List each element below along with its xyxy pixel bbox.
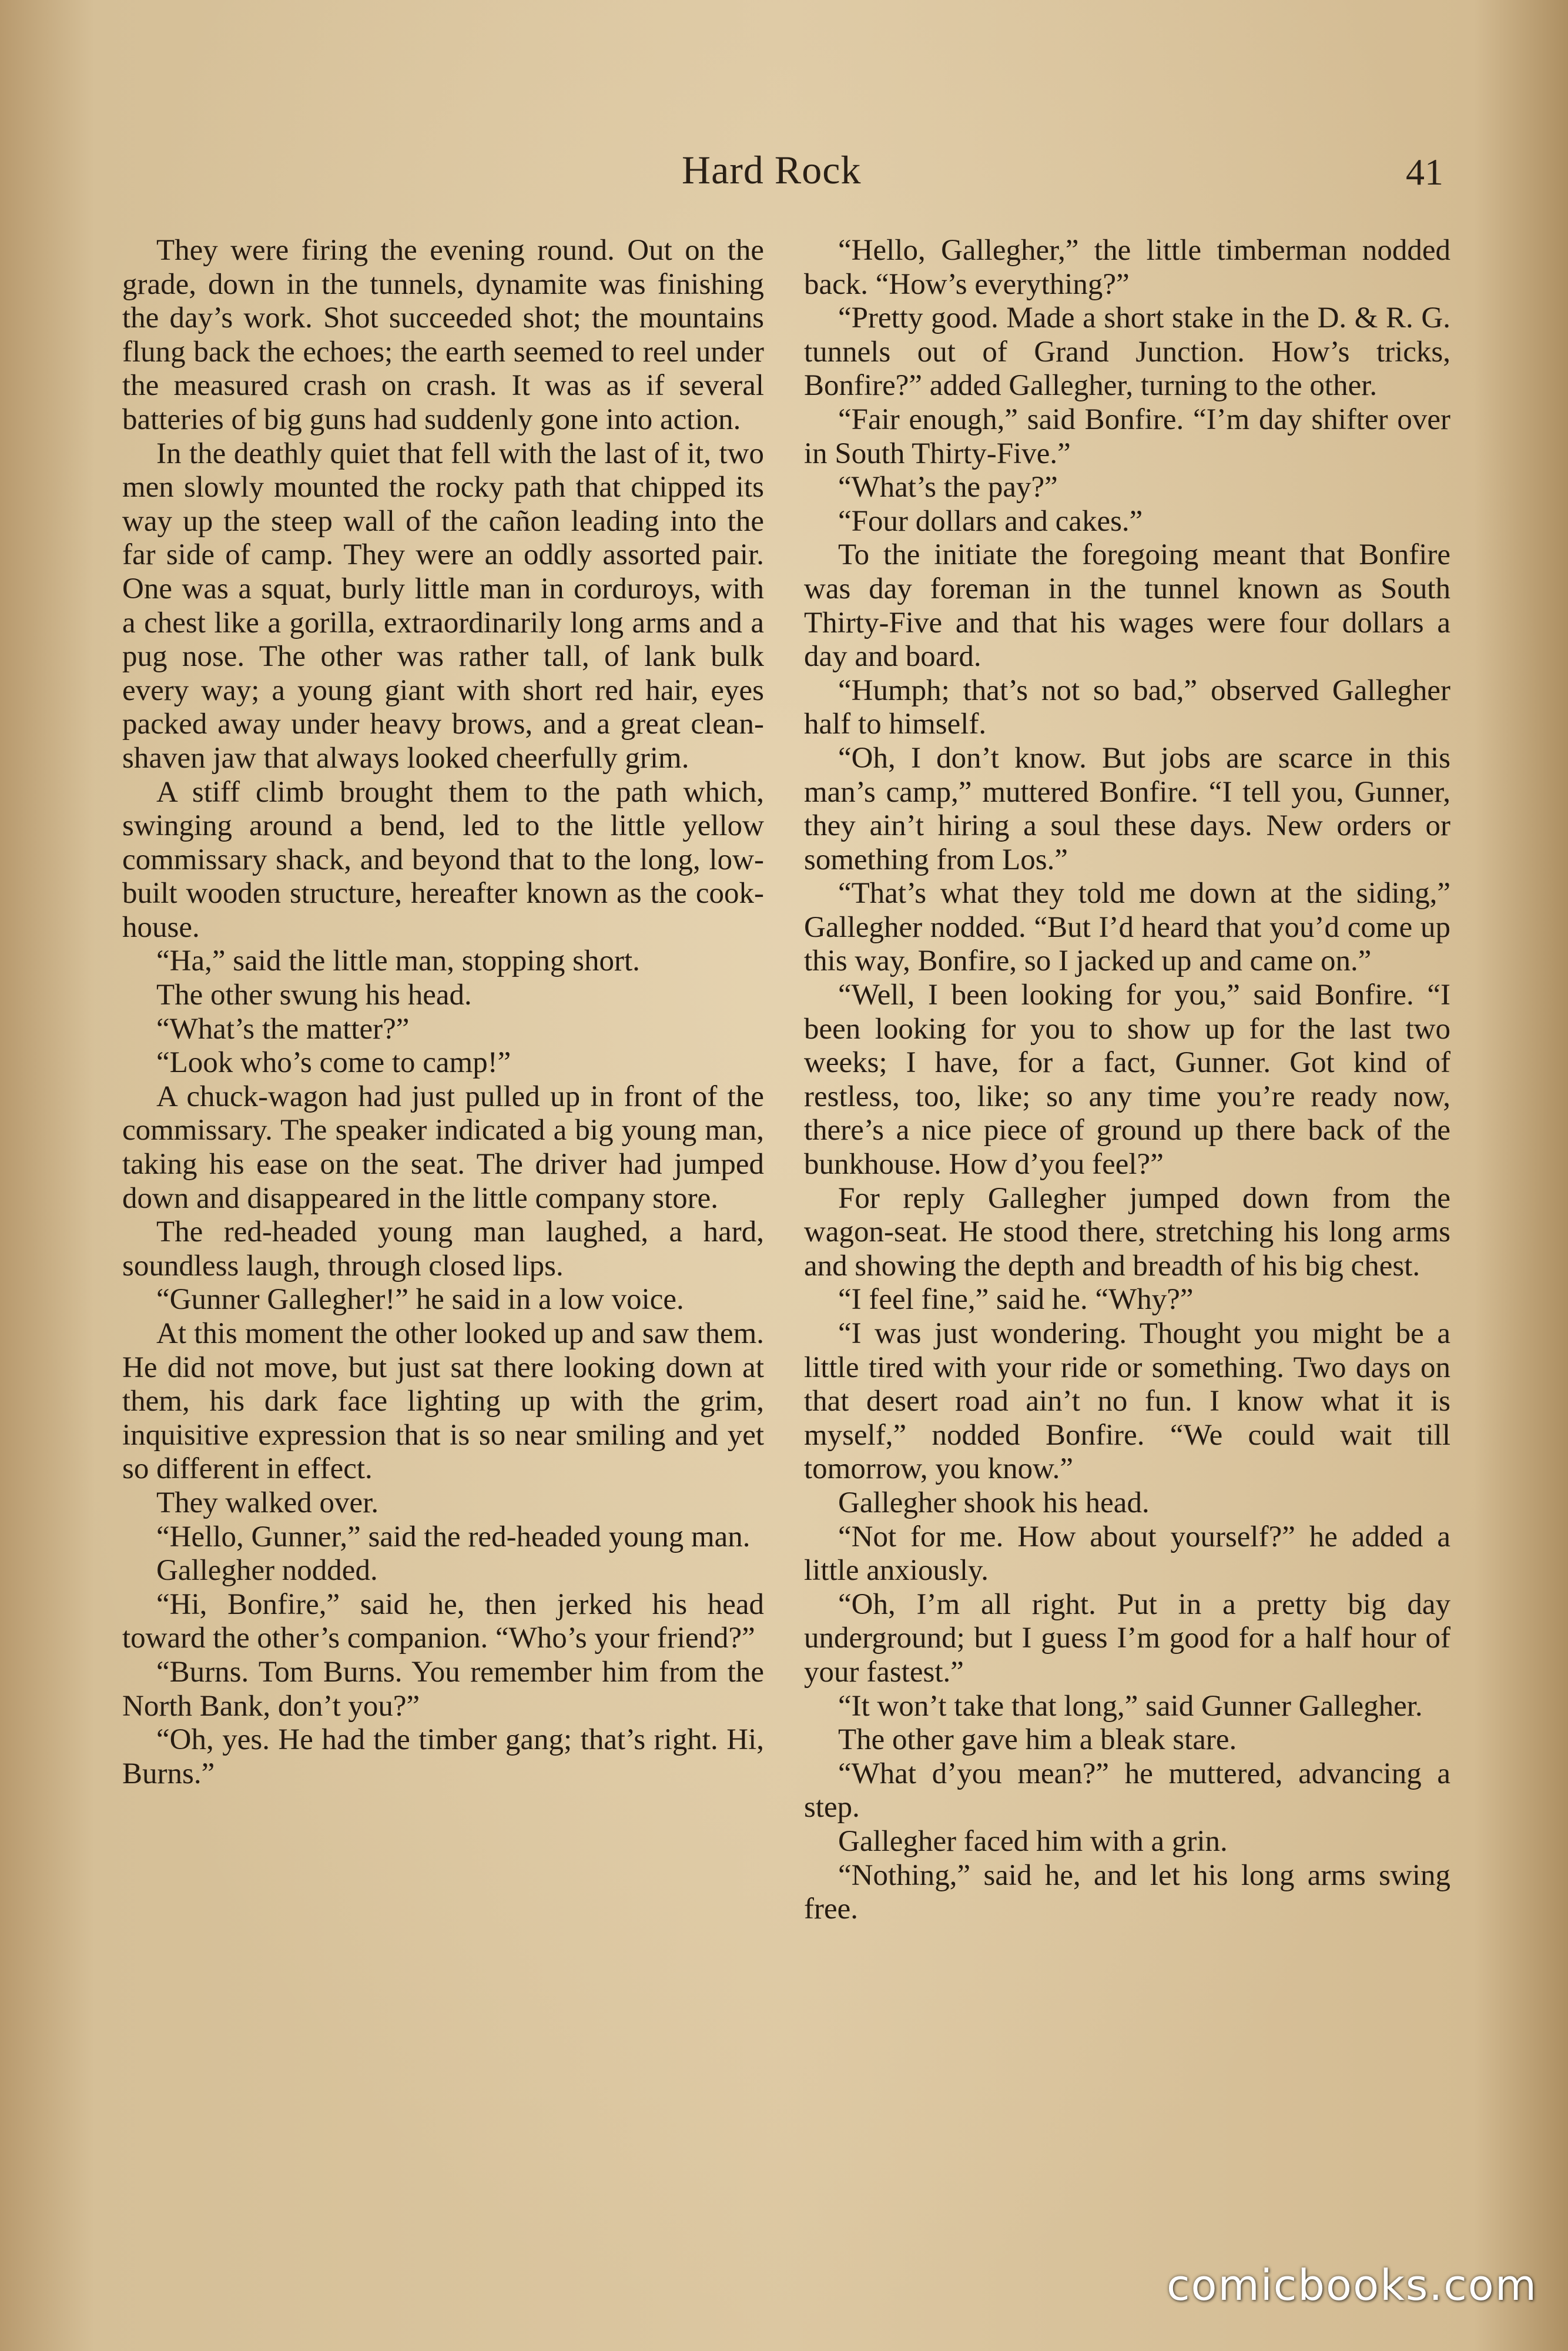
paragraph: “Humph; that’s not so bad,” observed Gallegher half to himself. xyxy=(804,674,1450,741)
paragraph: “I feel fine,” said he. “Why?” xyxy=(838,1283,1194,1317)
paragraph: “Burns. Tom Burns. You remember him from the North Bank, don’t you?” xyxy=(122,1655,764,1723)
paragraph: “Four dollars and cakes.” xyxy=(838,504,1143,538)
paragraph: “What’s the pay?” xyxy=(838,471,1058,504)
paragraph: For reply Gallegher jumped down from the wagon-seat. He stood there, stretching his long arms and showing the depth and breadth of his big chest. xyxy=(804,1181,1450,1282)
paragraph: “Nothing,” said he, and let his long arms swing free. xyxy=(804,1858,1450,1926)
paragraph: A stiff climb brought them to the path which, swinging around a bend, led to the little yellow commissary shack, and beyond that to the long, low-built wooden structure, hereafter known as the cook-house. xyxy=(122,775,764,944)
watermark: comicbooks.com xyxy=(1166,2260,1537,2310)
paragraph: “Oh, yes. He had the timber gang; that’s right. Hi, Burns.” xyxy=(122,1723,764,1790)
paragraph: “That’s what they told me down at the siding,” Gallegher nodded. “But I’d heard that you’d come up this way, Bonfire, so I jacked up and came on.” xyxy=(804,877,1450,978)
paragraph: “Not for me. How about yourself?” he added a little anxiously. xyxy=(804,1520,1450,1588)
paragraph: They walked over. xyxy=(156,1486,379,1519)
running-title: Hard Rock xyxy=(682,148,862,192)
paragraph: Gallegher nodded. xyxy=(156,1554,378,1588)
text-column-right xyxy=(804,234,1450,1927)
paragraph: Gallegher shook his head. xyxy=(838,1486,1150,1519)
paragraph: “Gunner Gallegher!” he said in a low voice. xyxy=(156,1283,684,1317)
paragraph: In the deathly quiet that fell with the last of it, two men slowly mounted the rocky path that chipped its way up the steep wall of the cañon leading into the far side of camp. They were an oddly assorted pair. One was a squat, burly little man in corduroys, with a chest like a gorilla, extraordinarily long arms and a pug nose. The other was rather tall, of lank bulk every way; a young giant with short red hair, eyes packed away under heavy brows, and a great clean-shaven jaw that always looked cheerfully grim. xyxy=(122,437,764,775)
paragraph: “Pretty good. Made a short stake in the D. & R. G. tunnels out of Grand Junction. How’s tricks, Bonfire?” added Gallegher, turning to the other. xyxy=(804,302,1450,403)
paragraph: “Ha,” said the little man, stopping short. xyxy=(156,945,640,978)
paragraph: “Oh, I don’t know. But jobs are scarce in this man’s camp,” muttered Bonfire. “I tell you, Gunner, they ain’t hiring a soul these days. New orders or something from Los.” xyxy=(804,741,1450,876)
page-number: 41 xyxy=(1406,151,1443,193)
paragraph: “Well, I been looking for you,” said Bonfire. “I been looking for you to show up for the last two weeks; I have, for a fact, Gunner. Got kind of restless, too, like; so any time you’re ready now, there’s a nice piece of ground up there back of the bunkhouse. How d’you feel?” xyxy=(804,979,1450,1181)
paragraph: To the initiate the foregoing meant that Bonfire was day foreman in the tunnel known as South Thirty-Five and that his wages were four dollars a day and board. xyxy=(804,538,1450,674)
paragraph: “Hi, Bonfire,” said he, then jerked his head toward the other’s companion. “Who’s your friend?” xyxy=(122,1588,764,1655)
paragraph: The red-headed young man laughed, a hard, soundless laugh, through closed lips. xyxy=(122,1215,764,1282)
paragraph: The other gave him a bleak stare. xyxy=(838,1723,1237,1757)
paragraph: “Hello, Gallegher,” the little timberman nodded back. “How’s everything?” xyxy=(804,234,1450,301)
paragraph: “I was just wondering. Thought you might be a little tired with your ride or something. Two days on that desert road ain’t no fun. I know what it is myself,” nodded Bonfire. “We could wait till tomorrow, you know.” xyxy=(804,1317,1450,1486)
paragraph: They were firing the evening round. Out on the grade, down in the tunnels, dynamite was finishing the day’s work. Shot succeeded shot; the mountains flung back the echoes; the earth seemed to reel under the measured crash on crash. It was as if several batteries of big guns had suddenly gone into action. xyxy=(122,234,764,436)
paragraph: The other swung his head. xyxy=(156,979,472,1012)
paragraph: “Hello, Gunner,” said the red-headed young man. xyxy=(156,1520,751,1553)
text-column-left xyxy=(122,234,764,1791)
paragraph: “What d’you mean?” he muttered, advancing a step. xyxy=(804,1757,1450,1824)
paragraph: A chuck-wagon had just pulled up in front of the commissary. The speaker indicated a big young man, taking his ease on the seat. The driver had jumped down and disappeared in the little company store. xyxy=(122,1080,764,1215)
paragraph: At this moment the other looked up and saw them. He did not move, but just sat there looking down at them, his dark face lighting up with the grim, inquisitive expression that is so near smiling and yet so different in effect. xyxy=(122,1317,764,1486)
paragraph: “What’s the matter?” xyxy=(156,1012,410,1046)
paragraph: “It won’t take that long,” said Gunner Gallegher. xyxy=(838,1689,1423,1723)
paragraph: “Fair enough,” said Bonfire. “I’m day shifter over in South Thirty-Five.” xyxy=(804,403,1450,470)
paragraph: “Look who’s come to camp!” xyxy=(156,1046,511,1080)
paragraph: Gallegher faced him with a grin. xyxy=(838,1824,1228,1858)
paragraph: “Oh, I’m all right. Put in a pretty big day underground; but I guess I’m good for a half hour of your fastest.” xyxy=(804,1588,1450,1689)
running-header xyxy=(682,147,1568,200)
